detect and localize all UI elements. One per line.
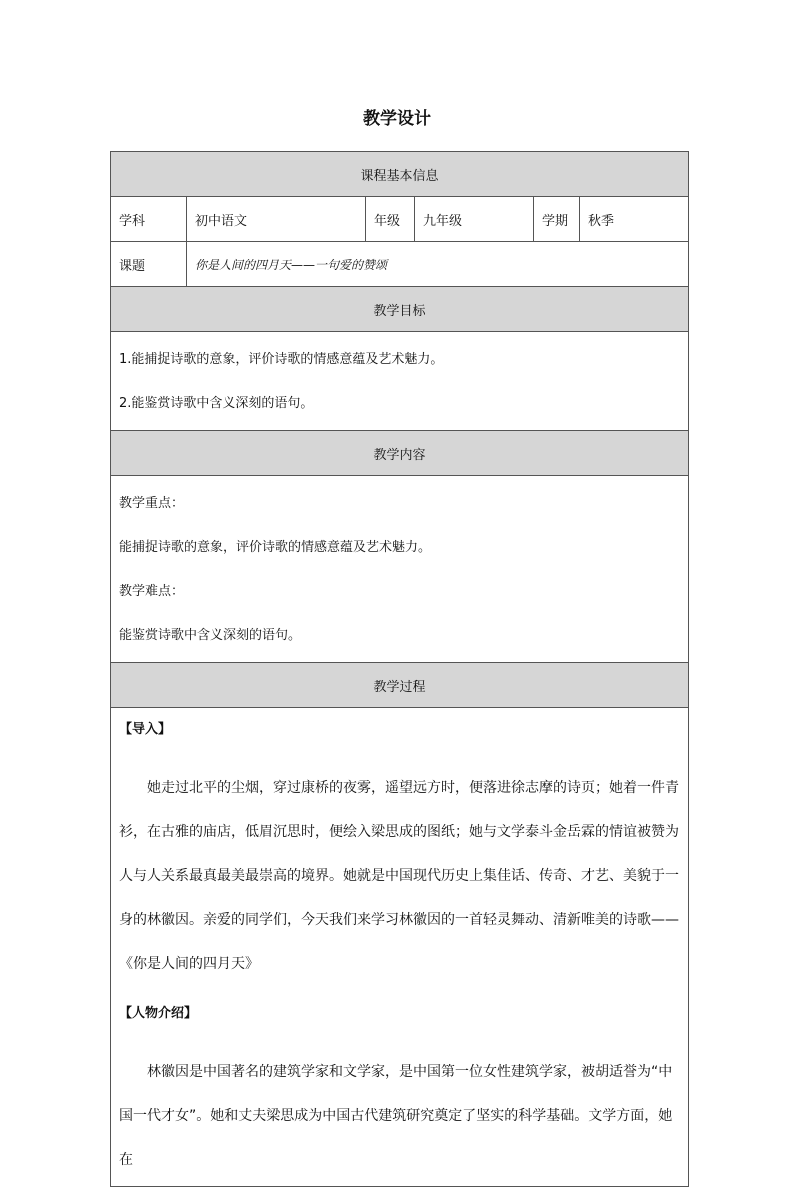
subject-row [111,197,689,242]
objective-item: 2.能鉴赏诗歌中含义深刻的语句。 [119,396,314,411]
objectives-header: 教学目标 [111,287,689,332]
basic-info-header-row [111,152,689,197]
topic-label: 课题 [111,242,187,287]
bio-paragraph: 林徽因是中国著名的建筑学家和文学家，是中国第一位女性建筑学家，被胡适誉为“中国一代才女”。她和丈夫梁思成为中国古代建筑研究奠定了坚实的科学基础。文学方面，她在 [119,1064,673,1168]
objectives-cell [111,332,689,431]
grade-label: 年级 [366,197,415,242]
key-point-label: 教学重点： [119,496,185,511]
term-label: 学期 [534,197,580,242]
objectives-header-row [111,287,689,332]
objectives-row [111,332,689,431]
lesson-plan-table [110,151,689,1187]
process-header-row [111,663,689,708]
document-title: 教学设计 [363,109,431,129]
difficult-point-label: 教学难点： [119,584,185,599]
content-header: 教学内容 [111,431,689,476]
objective-item: 1.能捕捉诗歌的意象，评价诗歌的情感意蕴及艺术魅力。 [119,352,444,367]
bio-heading: 【人物介绍】 [119,1006,198,1021]
topic-row [111,242,689,287]
term-value: 秋季 [580,197,689,242]
content-row [111,476,689,663]
intro-heading: 【导入】 [119,722,172,737]
difficult-point-text: 能鉴赏诗歌中含义深刻的语句。 [119,628,302,643]
key-point-text: 能捕捉诗歌的意象，评价诗歌的情感意蕴及艺术魅力。 [119,540,432,555]
process-row [111,708,689,1187]
content-cell [111,476,689,663]
grade-value: 九年级 [415,197,534,242]
intro-paragraph: 她走过北平的尘烟，穿过康桥的夜雾，遥望远方时，便落进徐志摩的诗页；她着一件青衫，在古雅的庙店，低眉沉思时，便绘入梁思成的图纸；她与文学泰斗金岳霖的情谊被赞为人与人关系最真最美最崇高的境界。她就是中国现代历史上集佳话、传奇、才艺、美貌于一身的林徽因。亲爱的同学们，今天我们来学习林徽因的一首轻灵舞动、清新唯美的诗歌——《你是人间的四月天》 [119,780,679,972]
subject-label: 学科 [111,197,187,242]
content-header-row [111,431,689,476]
process-header: 教学过程 [111,663,689,708]
subject-value: 初中语文 [187,197,366,242]
process-cell [111,708,689,1187]
topic-value: 你是人间的四月天——一句爱的赞颂 [187,242,689,287]
basic-info-header: 课程基本信息 [111,152,689,197]
